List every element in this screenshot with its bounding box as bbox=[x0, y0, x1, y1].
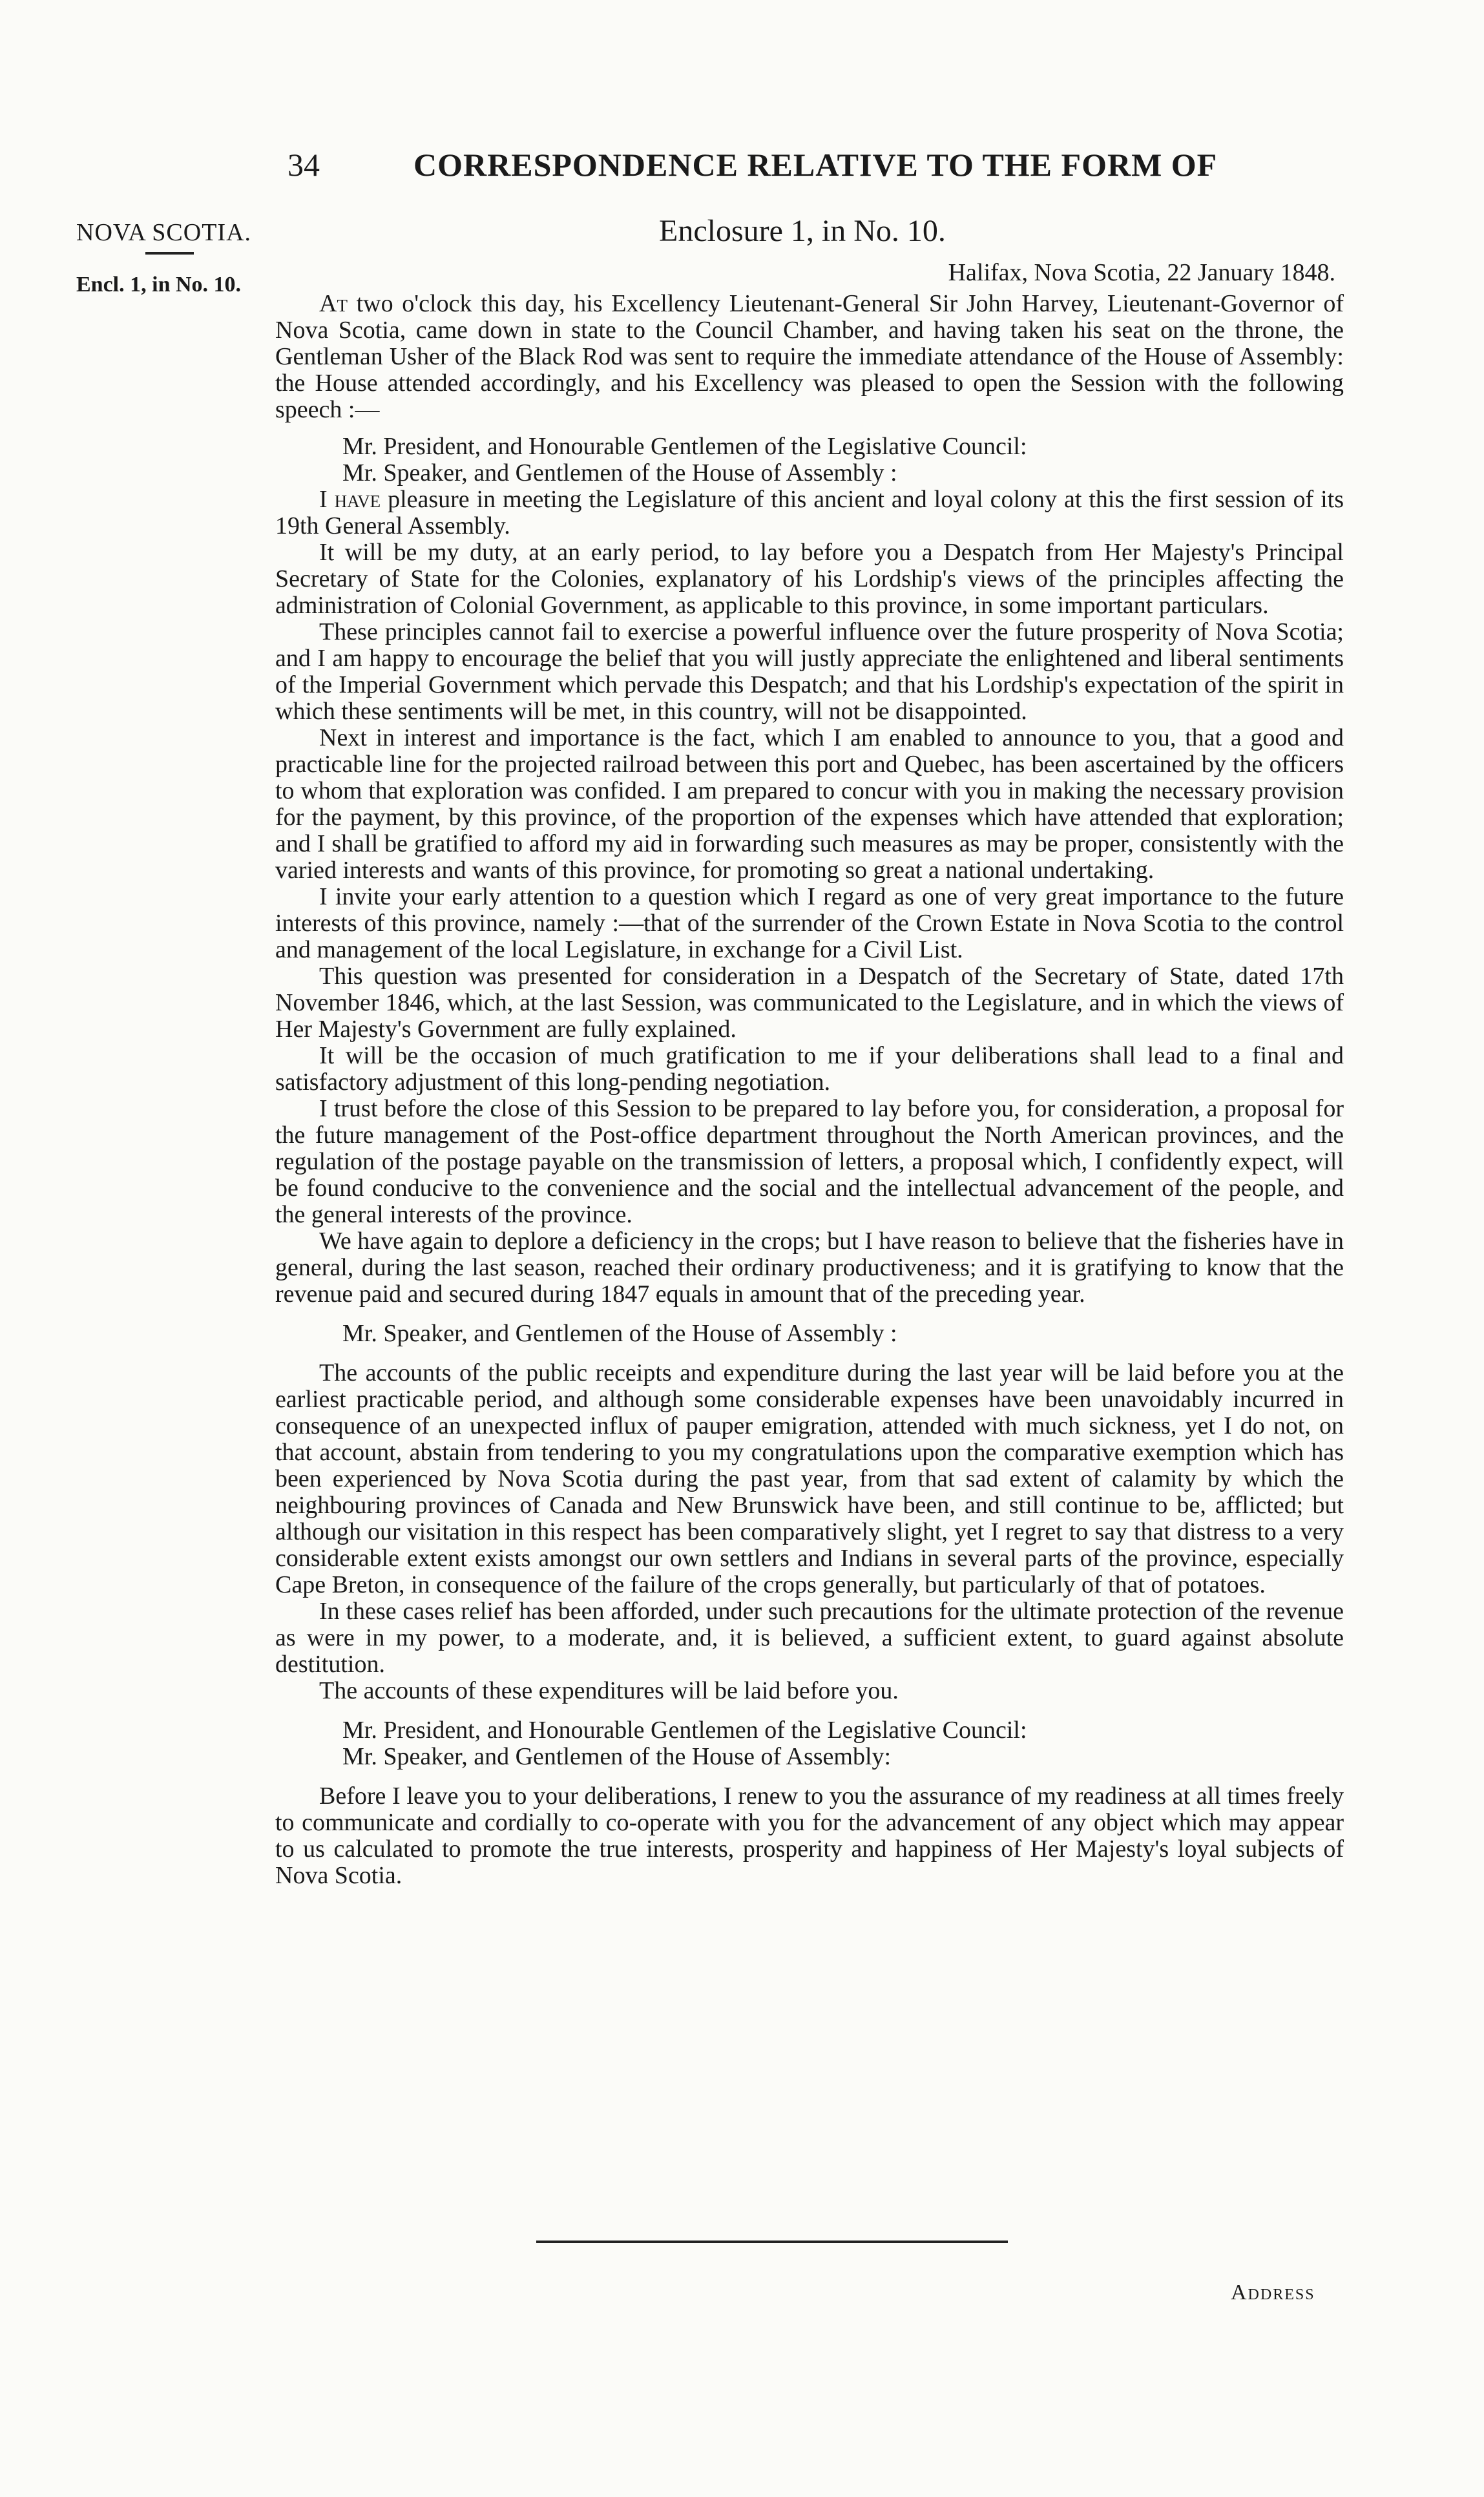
body-block-1 bbox=[275, 291, 1344, 1889]
speech-paragraph-6: This question was presented for consideration in a Despatch of the Secretary of State, dated 17th November 1846, which, at the last Session, was communicated to the Legislature, and in which the views of Her Majesty's Government are fully explained. bbox=[275, 963, 1344, 1043]
speech-paragraph-8: I trust before the close of this Session to be prepared to lay before you, for consideration, a proposal for the future management of the Post-office department throughout the North American provinces, and the regulation of the postage payable on the transmission of letters, a proposal which, I confidently expect, will be found conducive to the convenience and the social and the intellectual advancement of the people, and the general interests of the province. bbox=[275, 1095, 1344, 1228]
salutation-assembly-2: Mr. Speaker, and Gentlemen of the House of Assembly : bbox=[342, 1320, 897, 1347]
sidenote-colony: NOVA SCOTIA. bbox=[76, 219, 252, 246]
closing-paragraph: Before I leave you to your deliberations, I renew to you the assurance of my readiness at all times freely to communicate and cordially to co-operate with you for the advancement of any object which may appear to us calculated to promote the true interests, prosperity and happiness of Her Majesty's loyal subjects of Nova Scotia. bbox=[275, 1782, 1344, 1889]
salutation-assembly-3: Mr. Speaker, and Gentlemen of the House of Assembly: bbox=[342, 1743, 892, 1770]
catchword: Address bbox=[1231, 2281, 1315, 2304]
speech-paragraph-5: I invite your early attention to a question which I regard as one of very great importance to the future interests of this province, namely :—that of the surrender of the Crown Estate in Nova Scotia to the control and management of the local Legislature, in exchange for a Civil List. bbox=[275, 883, 1344, 963]
salutation-council-3: Mr. President, and Honourable Gentlemen of the Legislative Council: bbox=[342, 1717, 1027, 1744]
speech-paragraph-1-text: pleasure in meeting the Legislature of this ancient and loyal colony at this the first session of its 19th General Assembly. bbox=[275, 486, 1344, 539]
speech-paragraph-4: Next in interest and importance is the fact, which I am enabled to announce to you, that a good and practicable line for the projected railroad between this port and Quebec, has been ascertained by the officers to whom that exploration was confided. I am prepared to concur with you in making the necessary provision for the payment, by this province, of the proportion of the expenses which have attended that exploration; and I shall be gratified to afford my aid in forwarding such measures as may be proper, consistently with the varied interests and wants of this province, for promoting so great a national undertaking. bbox=[275, 724, 1344, 884]
speech-2-paragraph-1: The accounts of the public receipts and expenditure during the last year will be laid before you at the earliest practicable period, and although some considerable expenses have been unavoidably incurred in consequence of an unexpected influx of pauper emigration, attended with much sickness, yet I do not, on that account, abstain from tendering to you my congratulations upon the comparative exemption which has been experienced by Nova Scotia during the past year, from that sad extent of calamity by which the neighbouring provinces of Canada and New Brunswick have been, and still continue to be, afflicted; but although our visitation in this respect has been comparatively slight, yet I regret to say that distress to a very considerable extent exists amongst our own settlers and Indians in several parts of the province, especially Cape Breton, in consequence of the failure of the crops generally, but particularly of that of potatoes. bbox=[275, 1359, 1344, 1598]
speech-paragraph-1 bbox=[275, 486, 1344, 539]
opening-paragraph bbox=[275, 291, 1344, 423]
speech-paragraph-7: It will be the occasion of much gratification to me if your deliberations shall lead to a final and satisfactory adjustment of this long-pending negotiation. bbox=[275, 1042, 1344, 1096]
enclosure-heading: Enclosure 1, in No. 10. bbox=[659, 214, 946, 248]
speech-paragraph-9: We have again to deplore a deficiency in the crops; but I have reason to believe that the fisheries have in general, during the last season, reached their ordinary productiveness; and it is gratifying to know that the revenue paid and secured during 1847 equals in amount that of the preceding year. bbox=[275, 1228, 1344, 1308]
sidenote-enclosure-ref: Encl. 1, in No. 10. bbox=[76, 273, 242, 297]
opening-text: two o'clock this day, his Excellency Lieutenant-General Sir John Harvey, Lieutenant-Governor of Nova Scotia, came down in state to the Council Chamber, and having taken his seat on the throne, the Gentleman Usher of the Black Rod was sent to require the immediate attendance of the House of Assembly: the House attended accordingly, and his Excellency was pleased to open the Session with the following speech :— bbox=[275, 290, 1344, 423]
sidenote-rule bbox=[145, 252, 194, 255]
speech-2-paragraph-2: In these cases relief has been afforded, under such precautions for the ultimate protection of the revenue as were in my power, to a moderate, and, it is believed, a sufficient extent, to guard against absolute destitution. bbox=[275, 1598, 1344, 1678]
salutation-assembly: Mr. Speaker, and Gentlemen of the House of Assembly : bbox=[342, 459, 897, 486]
running-title: CORRESPONDENCE RELATIVE TO THE FORM OF bbox=[413, 147, 1218, 183]
speech-2-paragraph-3: The accounts of these expenditures will be laid before you. bbox=[319, 1677, 899, 1704]
closing-rule bbox=[536, 2241, 1008, 2243]
salutation-council: Mr. President, and Honourable Gentlemen of the Legislative Council: bbox=[342, 433, 1027, 460]
speech-paragraph-3: These principles cannot fail to exercise a powerful influence over the future prosperity of Nova Scotia; and I am happy to encourage the belief that you will justly appreciate the enlightened and liberal sentiments of the Imperial Government which pervade this Despatch; and that his Lordship's expectation of the spirit in which these sentiments will be met, in this country, will not be disappointed. bbox=[275, 618, 1344, 725]
speech-lead: I have bbox=[319, 486, 381, 513]
speech-paragraph-2: It will be my duty, at an early period, to lay before you a Despatch from Her Majesty's Principal Secretary of State for the Colonies, explanatory of his Lordship's views of the principles affecting the administration of Colonial Government, as applicable to this province, in some important particulars. bbox=[275, 539, 1344, 619]
page-header bbox=[0, 146, 1484, 198]
dateline: Halifax, Nova Scotia, 22 January 1848. bbox=[948, 259, 1335, 286]
opening-lead: At bbox=[319, 290, 348, 317]
page-number: 34 bbox=[287, 147, 320, 183]
